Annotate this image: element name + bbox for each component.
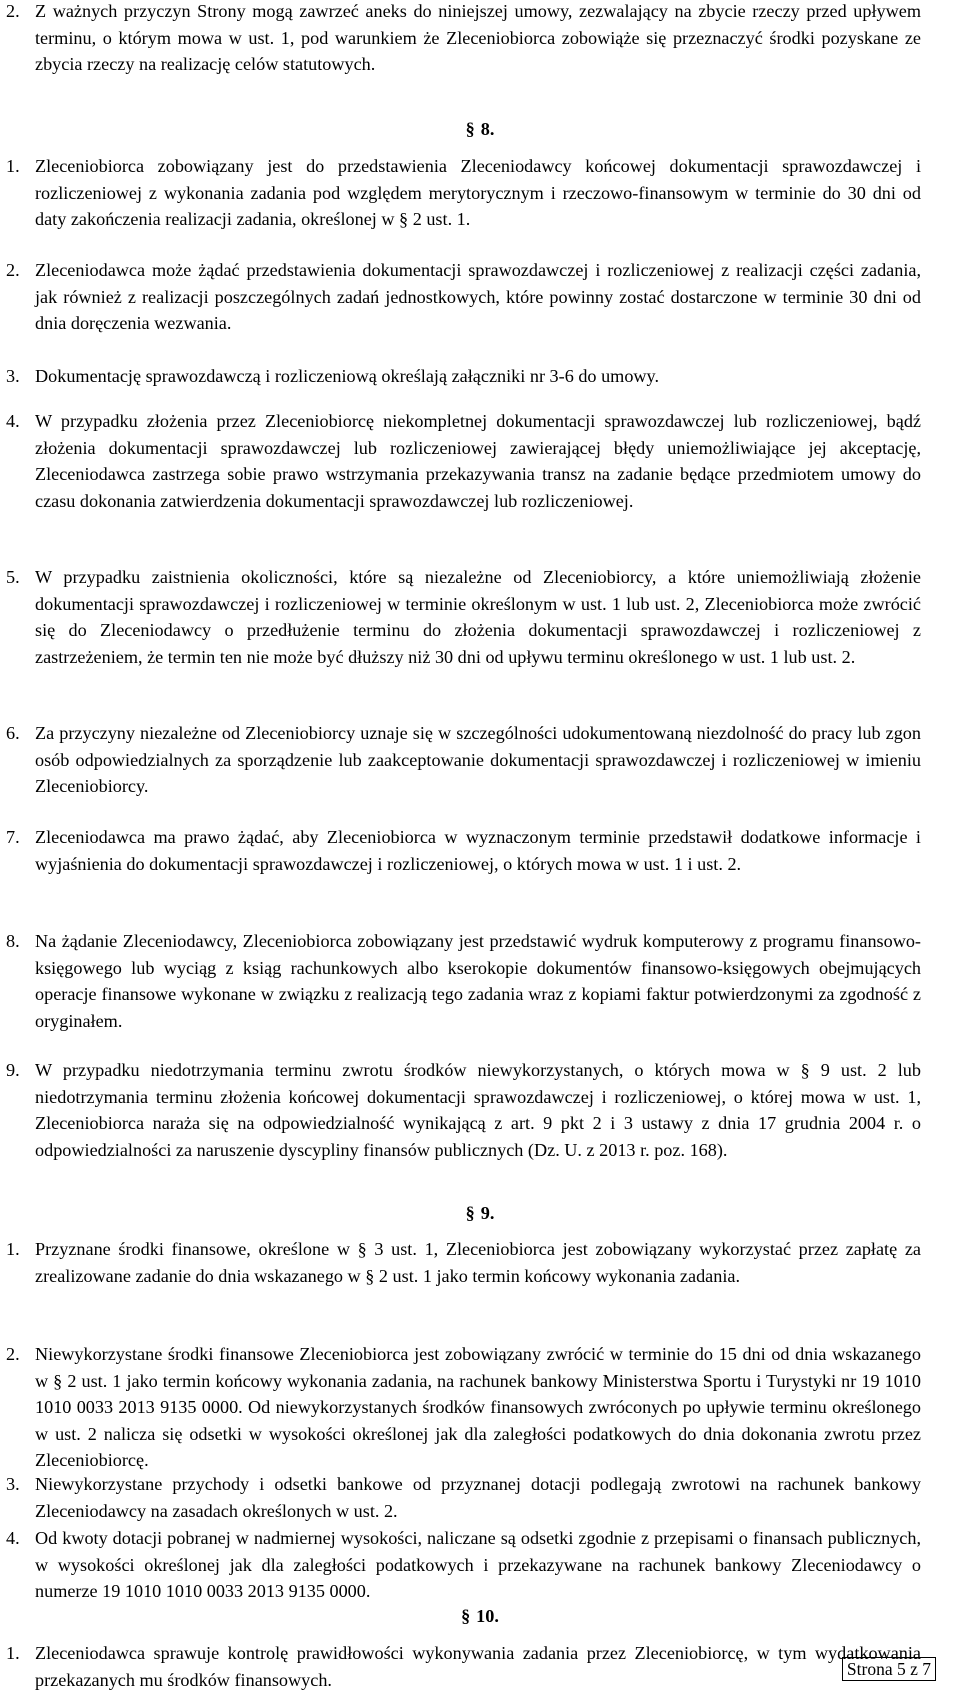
paragraph-9-2 xyxy=(6,1341,921,1474)
paragraph-text: W przypadku zaistnienia okoliczności, które są niezależne od Zleceniobiorcy, a które uniemożliwiają złożenie dokumentacji sprawozdawczej i rozliczeniowej w terminie określonym w ust. 1 lub ust. 2, Zleceniobiorca może zwrócić się do Zleceniodawcy o przedłużenie terminu do złożenia dokumentacji sprawozdawczej i rozliczeniowej z zastrzeżeniem, że termin ten nie może być dłuższy niż 30 dni od upływu terminu określonego w ust. 1 lub ust. 2. xyxy=(35,567,921,667)
paragraph-text: Od kwoty dotacji pobranej w nadmiernej wysokości, naliczane są odsetki zgodnie z przepisami o finansach publicznych, w wysokości określonej jak dla zaległości podatkowych i przekazywane na rachunek bankowy Zleceniodawcy o numerze 19 1010 1010 0033 2013 9135 0000. xyxy=(35,1528,921,1601)
paragraph-8-6 xyxy=(6,720,921,800)
paragraph-8-7 xyxy=(6,824,921,877)
paragraph-8-2 xyxy=(6,257,921,337)
section-number: 9. xyxy=(480,1203,495,1223)
paragraph-9-3 xyxy=(6,1471,921,1524)
section-number: 8. xyxy=(480,119,495,139)
paragraph-text: Niewykorzystane środki finansowe Zleceniobiorca jest zobowiązany zwrócić w terminie do 15 dni od dnia wskazanego w § 2 ust. 1 jako termin końcowy wykonania zadania, na rachunek bankowy Ministerstwa Sportu i Turystyki nr 19 1010 1010 0033 2013 9135 0000. Od niewykorzystanych środków finansowych zwróconych po upływie terminu określonego w ust. 2 nalicza się odsetki w wysokości określonej jak dla zaległości podatkowych do dnia dokonania zwrotu przez Zleceniobiorcę. xyxy=(35,1344,921,1470)
paragraph-9-1 xyxy=(6,1236,921,1289)
paragraph-text: Zleceniodawca może żądać przedstawienia dokumentacji sprawozdawczej i rozliczeniowej z realizacji części zadania, jak również z realizacji poszczególnych zadań jednostkowych, które powinny zostać dostarczone w terminie 30 dni od dnia doręczenia wezwania. xyxy=(35,260,921,333)
paragraph-text: W przypadku złożenia przez Zleceniobiorcę niekompletnej dokumentacji sprawozdawczej lub rozliczeniowej, bądź złożenia dokumentacji sprawozdawczej lub rozliczeniowej zawierającej błędy uniemożliwiające jej akceptację, Zleceniodawca zastrzega sobie prawo wstrzymania przekazywania transz na zadanie będące przedmiotem umowy do czasu dokonania zatwierdzenia dokumentacji sprawozdawczej lub rozliczeniowej. xyxy=(35,411,921,511)
paragraph-number: 4. xyxy=(6,411,20,431)
paragraph-number: 3. xyxy=(6,1474,20,1494)
paragraph-number: 2. xyxy=(6,1344,20,1364)
paragraph-number: 7. xyxy=(6,827,20,847)
paragraph-text: Zleceniodawca sprawuje kontrolę prawidłowości wykonywania zadania przez Zleceniobiorcę, w tym wydatkowania przekazanych mu środków finansowych. xyxy=(35,1643,921,1690)
paragraph-text: Zleceniobiorca zobowiązany jest do przedstawienia Zleceniodawcy końcowej dokumentacji sprawozdawczej i rozliczeniowej z wykonania zadania pod względem merytorycznym i rzeczowo-finansowym w terminie do 30 dni od daty zakończenia realizacji zadania, określonej w § 2 ust. 1. xyxy=(35,156,921,229)
page-number-footer: Strona 5 z 7 xyxy=(842,1657,936,1681)
paragraph-text: Niewykorzystane przychody i odsetki bankowe od przyznanej dotacji podlegają zwrotowi na rachunek bankowy Zleceniodawcy na zasadach określonych w ust. 2. xyxy=(35,1474,921,1521)
paragraph-number: 8. xyxy=(6,931,20,951)
paragraph-8-5 xyxy=(6,564,921,670)
paragraph-text: Na żądanie Zleceniodawcy, Zleceniobiorca zobowiązany jest przedstawić wydruk komputerowy z programu finansowo-księgowego lub wyciąg z ksiąg rachunkowych albo kserokopie dokumentów finansowo-księgowych obejmujących operacje finansowe wykonane w związku z realizacją tego zadania wraz z kopiami faktur potwierdzonymi za zgodność z oryginałem. xyxy=(35,931,921,1031)
paragraph-9-4 xyxy=(6,1525,921,1605)
paragraph-8-4 xyxy=(6,408,921,514)
paragraph-8-8 xyxy=(6,928,921,1034)
paragraph-text: Z ważnych przyczyn Strony mogą zawrzeć aneks do niniejszej umowy, zezwalający na zbycie rzeczy przed upływem terminu, o którym mowa w ust. 1, pod warunkiem że Zleceniobiorca zobowiąże się przeznaczyć środki pozyskane ze zbycia rzeczy na realizację celów statutowych. xyxy=(35,1,921,74)
paragraph-number: 9. xyxy=(6,1060,20,1080)
paragraph-8-3 xyxy=(6,363,921,390)
paragraph-number: 3. xyxy=(6,366,20,386)
paragraph-number: 2. xyxy=(6,260,20,280)
paragraph-text: Dokumentację sprawozdawczą i rozliczeniową określają załączniki nr 3-6 do umowy. xyxy=(35,366,660,386)
paragraph-7-2 xyxy=(6,0,921,78)
paragraph-number: 6. xyxy=(6,723,20,743)
section-symbol: § xyxy=(465,1203,475,1223)
paragraph-number: 1. xyxy=(6,1239,20,1259)
section-number: 10. xyxy=(476,1606,499,1626)
paragraph-number: 1. xyxy=(6,156,20,176)
paragraph-text: W przypadku niedotrzymania terminu zwrotu środków niewykorzystanych, o których mowa w § 9 ust. 2 lub niedotrzymania terminu złożenia końcowej dokumentacji sprawozdawczej i rozliczeniowej, o której mowa w ust. 1, Zleceniobiorca naraża się na odpowiedzialność wynikającą z art. 9 pkt 2 i 3 ustawy z dnia 17 grudnia 2004 r. o odpowiedzialności za naruszenie dyscypliny finansów publicznych (Dz. U. z 2013 r. poz. 168). xyxy=(35,1060,921,1160)
section-symbol: § xyxy=(461,1606,471,1626)
section-heading-10 xyxy=(0,1603,960,1630)
paragraph-10-1 xyxy=(6,1640,921,1693)
section-heading-8 xyxy=(0,116,960,143)
section-heading-9 xyxy=(0,1200,960,1227)
paragraph-8-1 xyxy=(6,153,921,233)
paragraph-number: 4. xyxy=(6,1528,20,1548)
paragraph-text: Zleceniodawca ma prawo żądać, aby Zleceniobiorca w wyznaczonym terminie przedstawił dodatkowe informacje i wyjaśnienia do dokumentacji sprawozdawczej i rozliczeniowej, o których mowa w ust. 1 i ust. 2. xyxy=(35,827,921,874)
paragraph-number: 2. xyxy=(6,1,20,21)
section-symbol: § xyxy=(465,119,475,139)
paragraph-text: Przyznane środki finansowe, określone w § 3 ust. 1, Zleceniobiorca jest zobowiązany wykorzystać przez zapłatę za zrealizowane zadanie do dnia wskazanego w § 2 ust. 1 jako termin końcowy wykonania zadania. xyxy=(35,1239,921,1286)
paragraph-8-9 xyxy=(6,1057,921,1163)
paragraph-text: Za przyczyny niezależne od Zleceniobiorcy uznaje się w szczególności udokumentowaną niezdolność do pracy lub zgon osób odpowiedzialnych za sporządzenie lub zaakceptowanie dokumentacji sprawozdawczej i rozliczeniowej w imieniu Zleceniobiorcy. xyxy=(35,723,921,796)
paragraph-number: 1. xyxy=(6,1643,20,1663)
paragraph-number: 5. xyxy=(6,567,20,587)
